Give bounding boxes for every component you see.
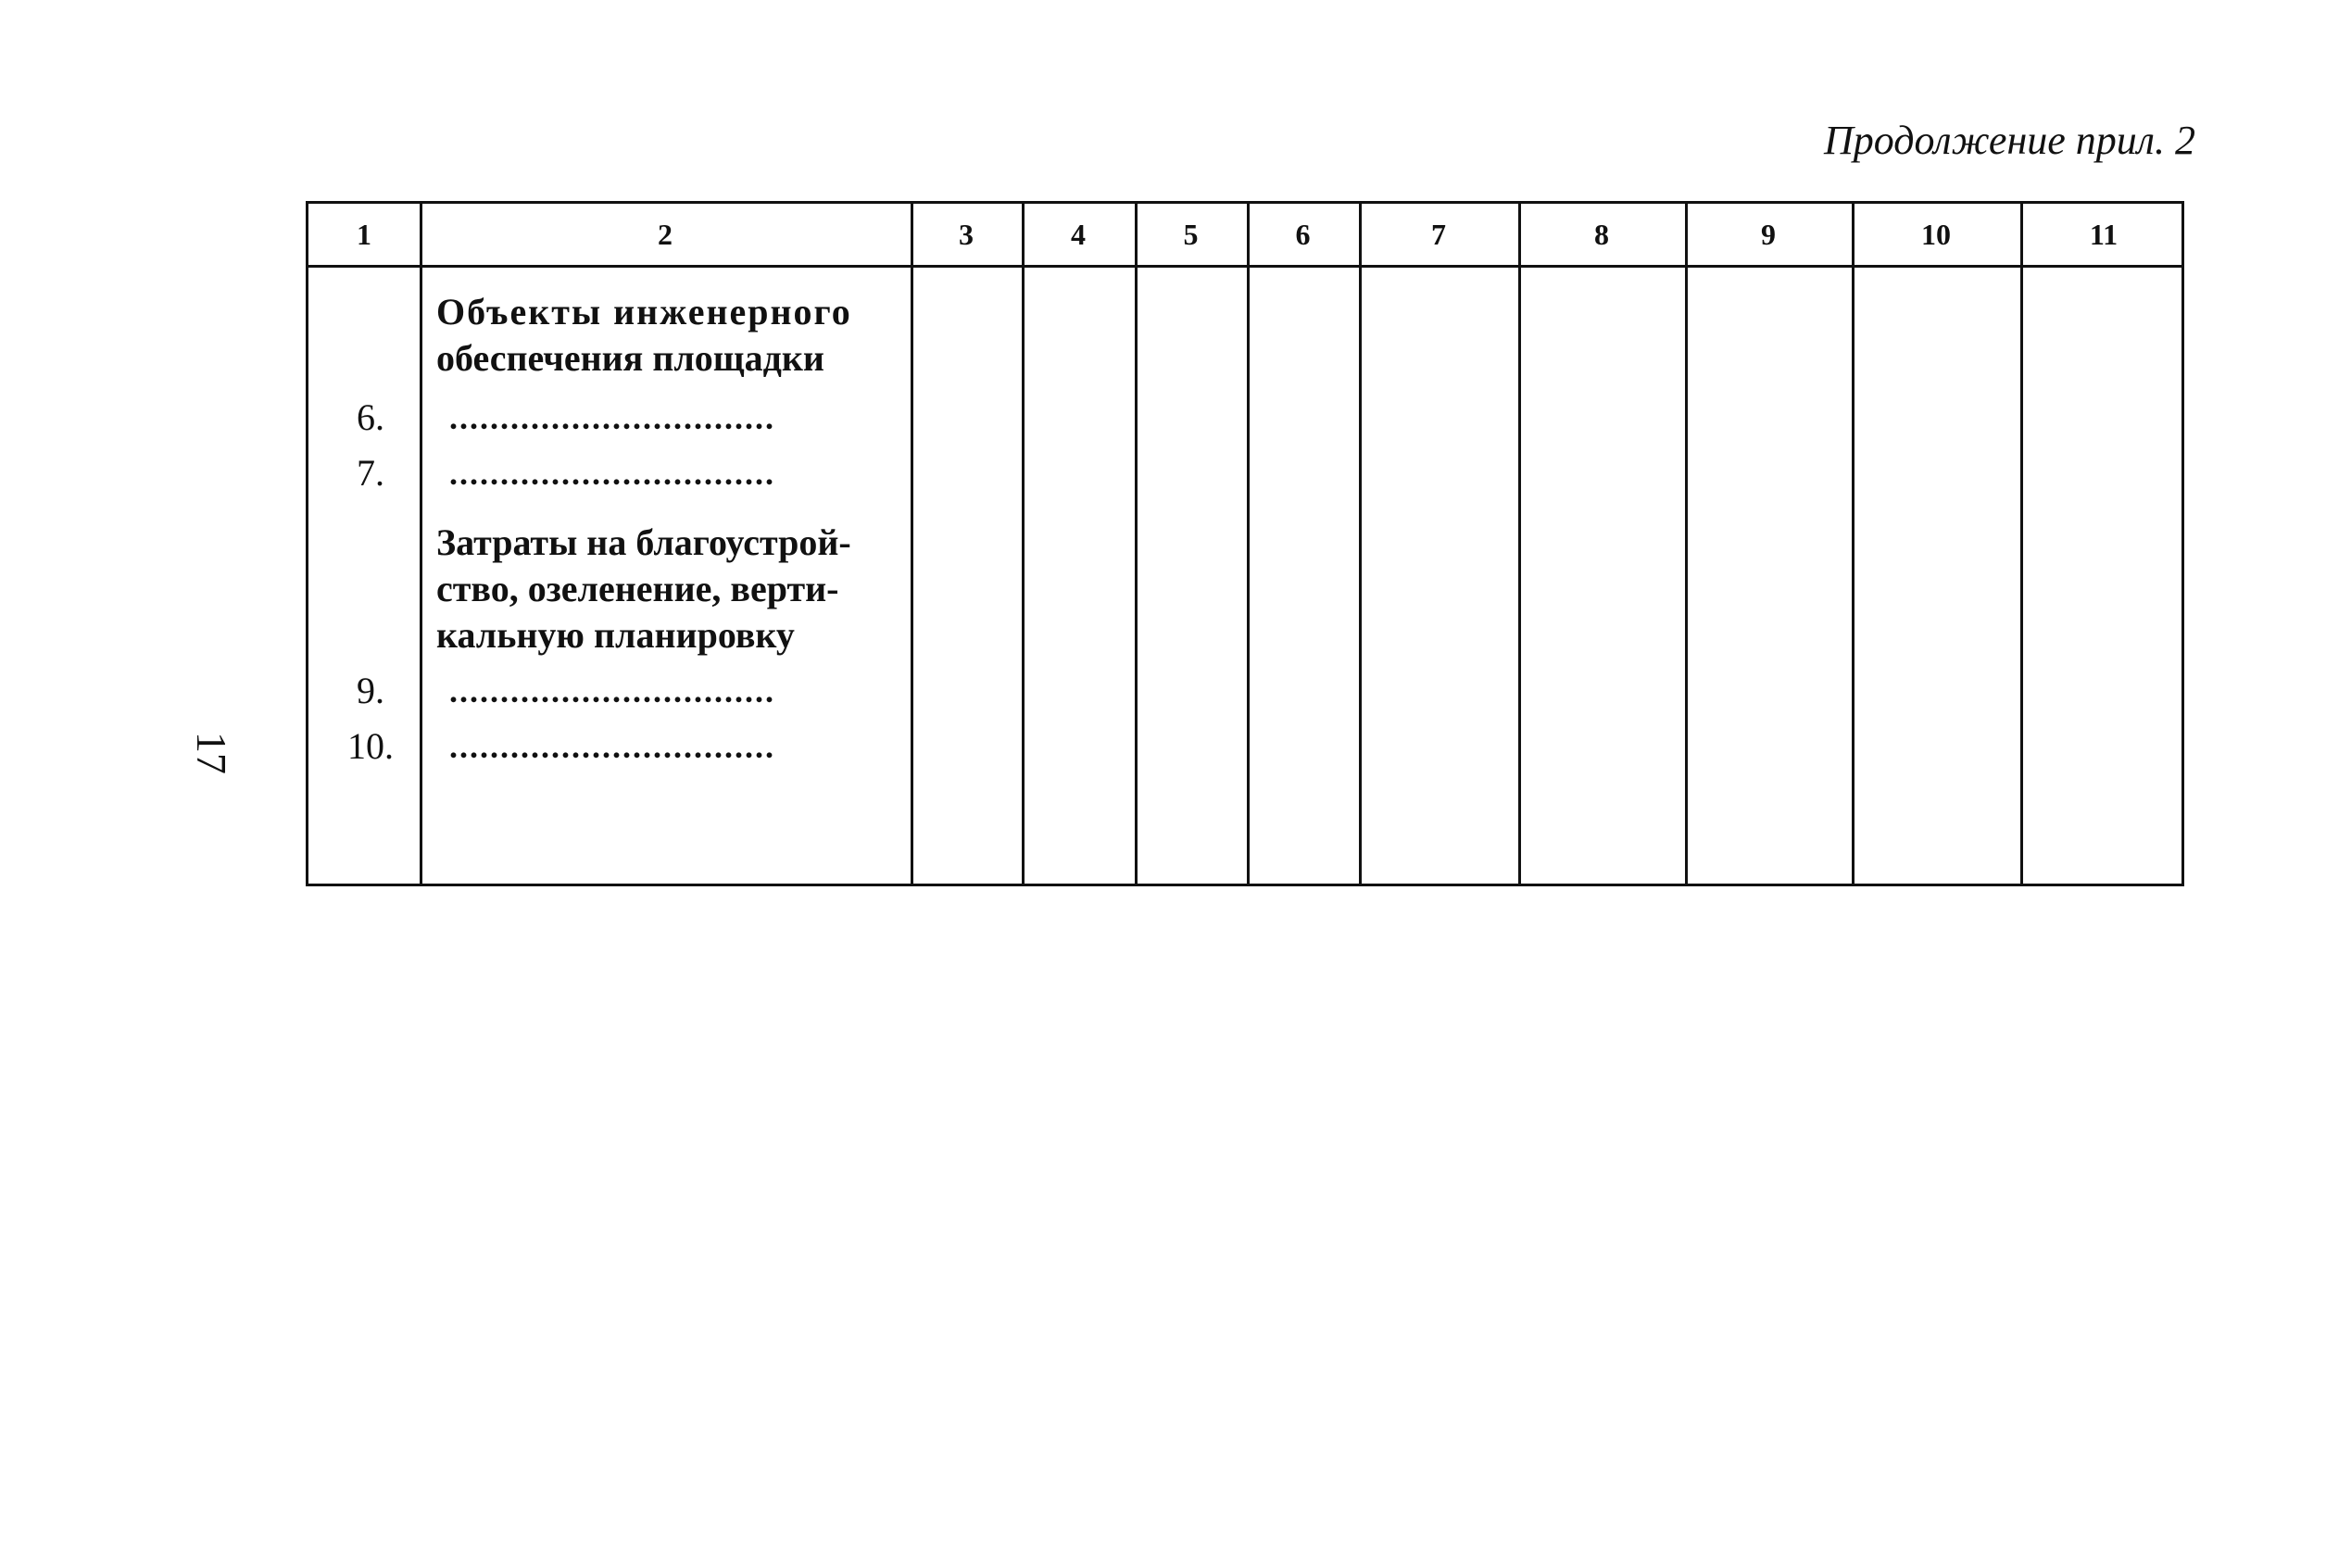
section-title: ство, озеленение, верти- bbox=[436, 568, 839, 609]
column-divider bbox=[911, 204, 913, 884]
row-placeholder: ................................ bbox=[449, 672, 775, 709]
column-divider bbox=[1022, 204, 1025, 884]
column-header: 10 bbox=[1921, 217, 1951, 251]
header-divider bbox=[308, 265, 2181, 268]
section-title: кальную планировку bbox=[436, 614, 795, 656]
row-placeholder: ................................ bbox=[449, 455, 775, 492]
page-number: 17 bbox=[188, 732, 235, 774]
column-header: 2 bbox=[658, 217, 673, 251]
column-header: 8 bbox=[1594, 217, 1609, 251]
section-title: обеспечения площадки bbox=[436, 337, 824, 379]
row-number: 7. bbox=[357, 452, 384, 494]
column-header: 1 bbox=[357, 217, 371, 251]
column-divider bbox=[1359, 204, 1362, 884]
column-header: 7 bbox=[1431, 217, 1446, 251]
appendix-table bbox=[306, 201, 2184, 886]
column-divider bbox=[1852, 204, 1855, 884]
column-header: 4 bbox=[1071, 217, 1086, 251]
row-placeholder: ................................ bbox=[449, 399, 775, 436]
row-number: 9. bbox=[357, 670, 384, 711]
row-number: 10. bbox=[347, 725, 394, 767]
column-header: 5 bbox=[1183, 217, 1199, 251]
header-note: Продолжение прил. 2 bbox=[1824, 118, 2195, 163]
column-divider bbox=[420, 204, 422, 884]
section-title: Затраты на благоустрой- bbox=[436, 521, 851, 563]
column-divider bbox=[1135, 204, 1138, 884]
column-divider bbox=[2020, 204, 2023, 884]
section-title: Объекты инженерного bbox=[436, 291, 852, 332]
column-divider bbox=[1518, 204, 1521, 884]
column-header: 9 bbox=[1761, 217, 1776, 251]
column-header: 11 bbox=[2089, 217, 2119, 251]
row-placeholder: ................................ bbox=[449, 728, 775, 765]
column-header: 3 bbox=[959, 217, 974, 251]
column-header: 6 bbox=[1295, 217, 1311, 251]
column-divider bbox=[1247, 204, 1250, 884]
column-divider bbox=[1685, 204, 1688, 884]
row-number: 6. bbox=[357, 396, 384, 438]
